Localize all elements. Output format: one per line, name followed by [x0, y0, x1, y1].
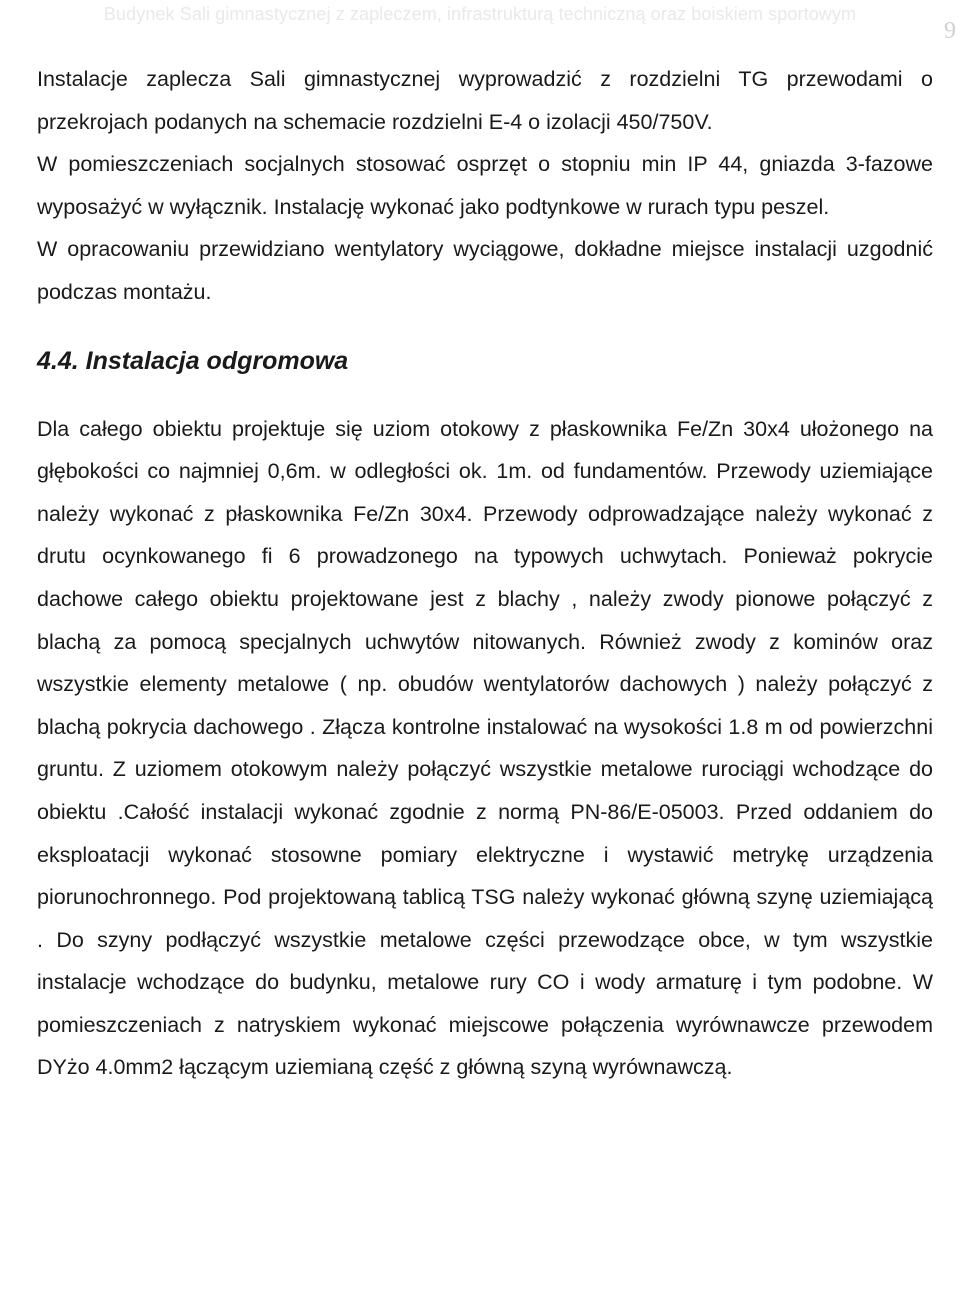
document-body [37, 58, 933, 1089]
page-number: 9 [944, 18, 956, 44]
paragraph-wiring: Instalacje zaplecza Sali gimnastycznej wyprowadzić z rozdzielni TG przewodami o przekrojach podanych na schemacie rozdzielni E-4 o izolacji 450/750V. [37, 67, 933, 134]
paragraph-social-rooms: W pomieszczeniach socjalnych stosować osprzęt o stopniu min IP 44, gniazda 3-fazowe wyposażyć w wyłącznik. Instalację wykonać jako podtynkowe w rurach typu peszel. [37, 152, 933, 219]
paragraph-ventilation: W opracowaniu przewidziano wentylatory wyciągowe, dokładne miejsce instalacji uzgodnić podczas montażu. [37, 237, 933, 304]
running-header: Budynek Sali gimnastycznej z zapleczem, infrastrukturą techniczną oraz boiskiem sportowym [103, 4, 857, 24]
paragraph-lightning-protection: Dla całego obiektu projektuje się uziom otokowy z płaskownika Fe/Zn 30x4 ułożonego na głębokości co najmniej 0,6m. w odległości ok. 1m. od fundamentów. Przewody uziemiające należy wykonać z płaskownika Fe/Zn 30x4. Przewody odprowadzające należy wykonać z drutu ocynkowanego fi 6 prowadzonego na typowych uchwytach. Ponieważ pokrycie dachowe całego obiektu projektowane jest z blachy , należy zwody pionowe połączyć z blachą za pomocą specjalnych uchwytów nitowanych. Również zwody z kominów oraz wszystkie elementy metalowe ( np. obudów wentylatorów dachowych ) należy połączyć z blachą pokrycia dachowego . Złącza kontrolne instalować na wysokości 1.8 m od powierzchni gruntu. Z uziomem otokowym należy połączyć wszystkie metalowe rurociągi wchodzące do obiektu .Całość instalacji wykonać zgodnie z normą PN-86/E-05003. Przed oddaniem do eksploatacji wykonać stosowne pomiary elektryczne i wystawić metrykę urządzenia piorunochronnego. Pod projektowaną tablicą TSG należy wykonać główną szynę uziemiającą . Do szyny podłączyć wszystkie metalowe części przewodzące obce, w tym wszystkie instalacje wchodzące do budynku, metalowe rury CO i wody armaturę i tym podobne. W pomieszczeniach z natryskiem wykonać miejscowe połączenia wyrównawcze przewodem DYżo 4.0mm2 łączącym uziemianą część z główną szyną wyrównawczą. [37, 416, 933, 1080]
section-heading: 4.4. Instalacja odgromowa [37, 346, 349, 375]
